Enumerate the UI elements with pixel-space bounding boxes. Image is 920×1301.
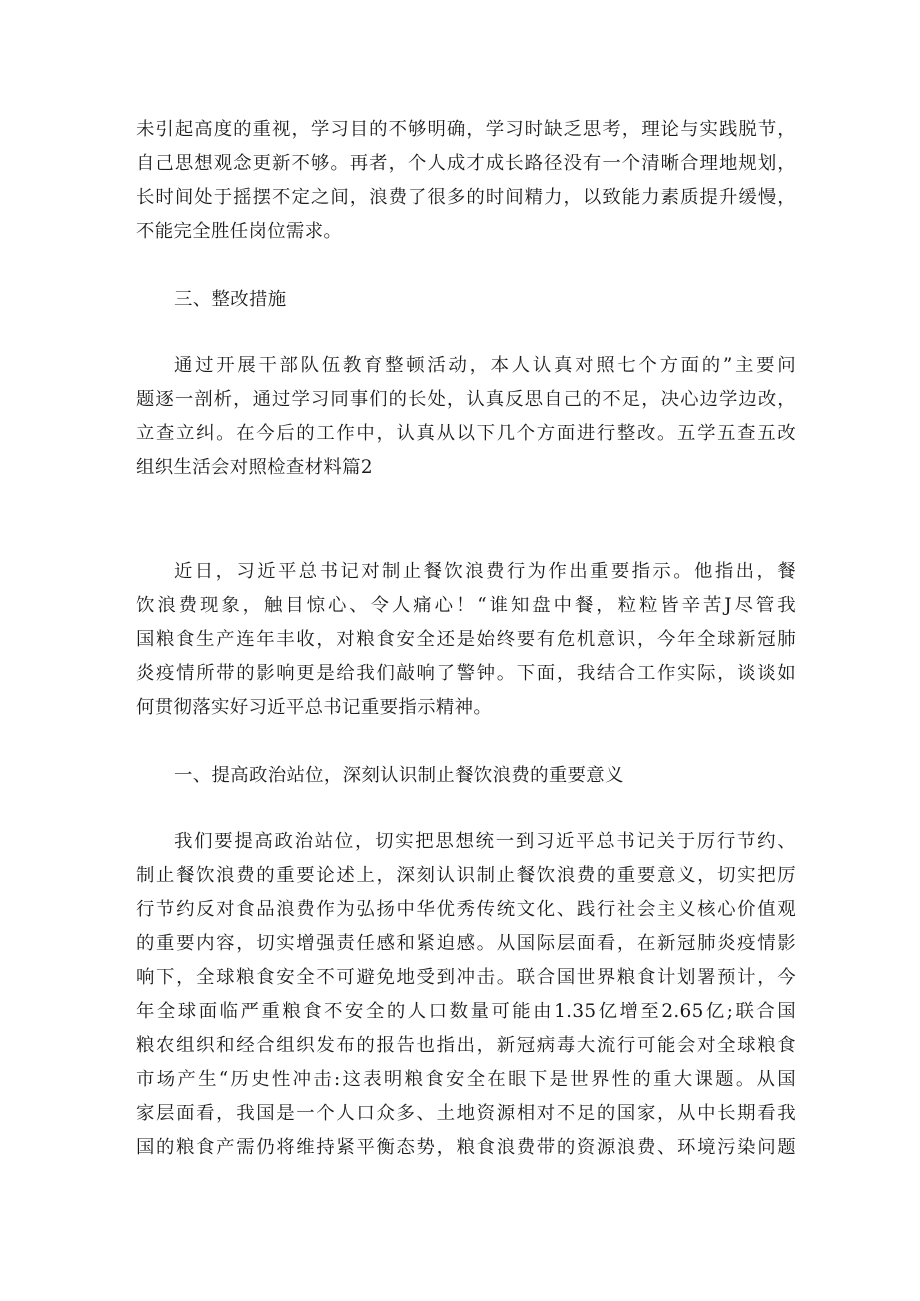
- paragraph-line: 响下，全球粮食安全不可避免地受到冲击。联合国世界粮食计划署预计，今: [136, 967, 796, 988]
- paragraph-line: 行节约反对食品浪费作为弘扬中华优秀传统文化、践行社会主义核心价值观: [136, 899, 796, 920]
- paragraph-line: 国粮食生产连年丰收，对粮食安全还是始终要有危机意识，今年全球新冠肺: [136, 629, 796, 650]
- paragraph-line: 的重要内容，切实增强责任感和紧迫感。从国际层面看，在新冠肺炎疫情影: [136, 933, 796, 954]
- paragraph-line: 市场产生“历史性冲击:这表明粮食安全在眼下是世界性的重大课题。从国: [136, 1069, 796, 1090]
- paragraph-line: 组织生活会对照检查材料篇2: [136, 457, 373, 478]
- paragraph-line: 长时间处于摇摆不定之间，浪费了很多的时间精力，以致能力素质提升缓慢，: [136, 187, 796, 208]
- paragraph-line: 家层面看，我国是一个人口众多、土地资源相对不足的国家，从中长期看我: [136, 1103, 796, 1124]
- section-heading: 三、整改措施: [174, 289, 287, 310]
- paragraph-line: 不能完全胜任岗位需求。: [136, 221, 343, 242]
- paragraph-line: 我们要提高政治站位，切实把思想统一到习近平总书记关于厉行节约、: [174, 831, 796, 852]
- paragraph-line: 制止餐饮浪费的重要论述上，深刻认识制止餐饮浪费的重要意义，切实把厉: [136, 865, 796, 886]
- paragraph-line: 粮农组织和经合组织发布的报告也指出，新冠病毒大流行可能会对全球粮食: [136, 1035, 796, 1056]
- paragraph-line: 未引起高度的重视，学习目的不够明确，学习时缺乏思考，理论与实践脱节，: [136, 119, 796, 140]
- paragraph-line: 饮浪费现象，触目惊心、令人痛心！“谁知盘中餐，粒粒皆辛苦J尽管我: [136, 595, 796, 616]
- section-heading: 一、提高政治站位，深刻认识制止餐饮浪费的重要意义: [174, 765, 624, 786]
- paragraph-line: 题逐一剖析，通过学习同事们的长处，认真反思自己的不足，决心边学边改，: [136, 389, 796, 410]
- paragraph-line: 国的粮食产需仍将维持紧平衡态势，粮食浪费带的资源浪费、环境污染问题: [136, 1137, 796, 1158]
- paragraph-line: 年全球面临严重粮食不安全的人口数量可能由1.35亿增至2.65亿;联合国: [136, 1001, 796, 1022]
- paragraph-line: 通过开展干部队伍教育整顿活动，本人认真对照七个方面的”主要问: [174, 355, 796, 376]
- paragraph-line: 立查立纠。在今后的工作中，认真从以下几个方面进行整改。五学五查五改: [136, 423, 796, 444]
- paragraph-line: 炎疫情所带的影响更是给我们敲响了警钟。下面，我结合工作实际，谈谈如: [136, 663, 796, 684]
- paragraph-line: 自己思想观念更新不够。再者，个人成才成长路径没有一个清晰合理地规划，: [136, 153, 796, 174]
- paragraph-line: 何贯彻落实好习近平总书记重要指示精神。: [136, 697, 493, 718]
- paragraph-line: 近日，习近平总书记对制止餐饮浪费行为作出重要指示。他指出，餐: [174, 561, 796, 582]
